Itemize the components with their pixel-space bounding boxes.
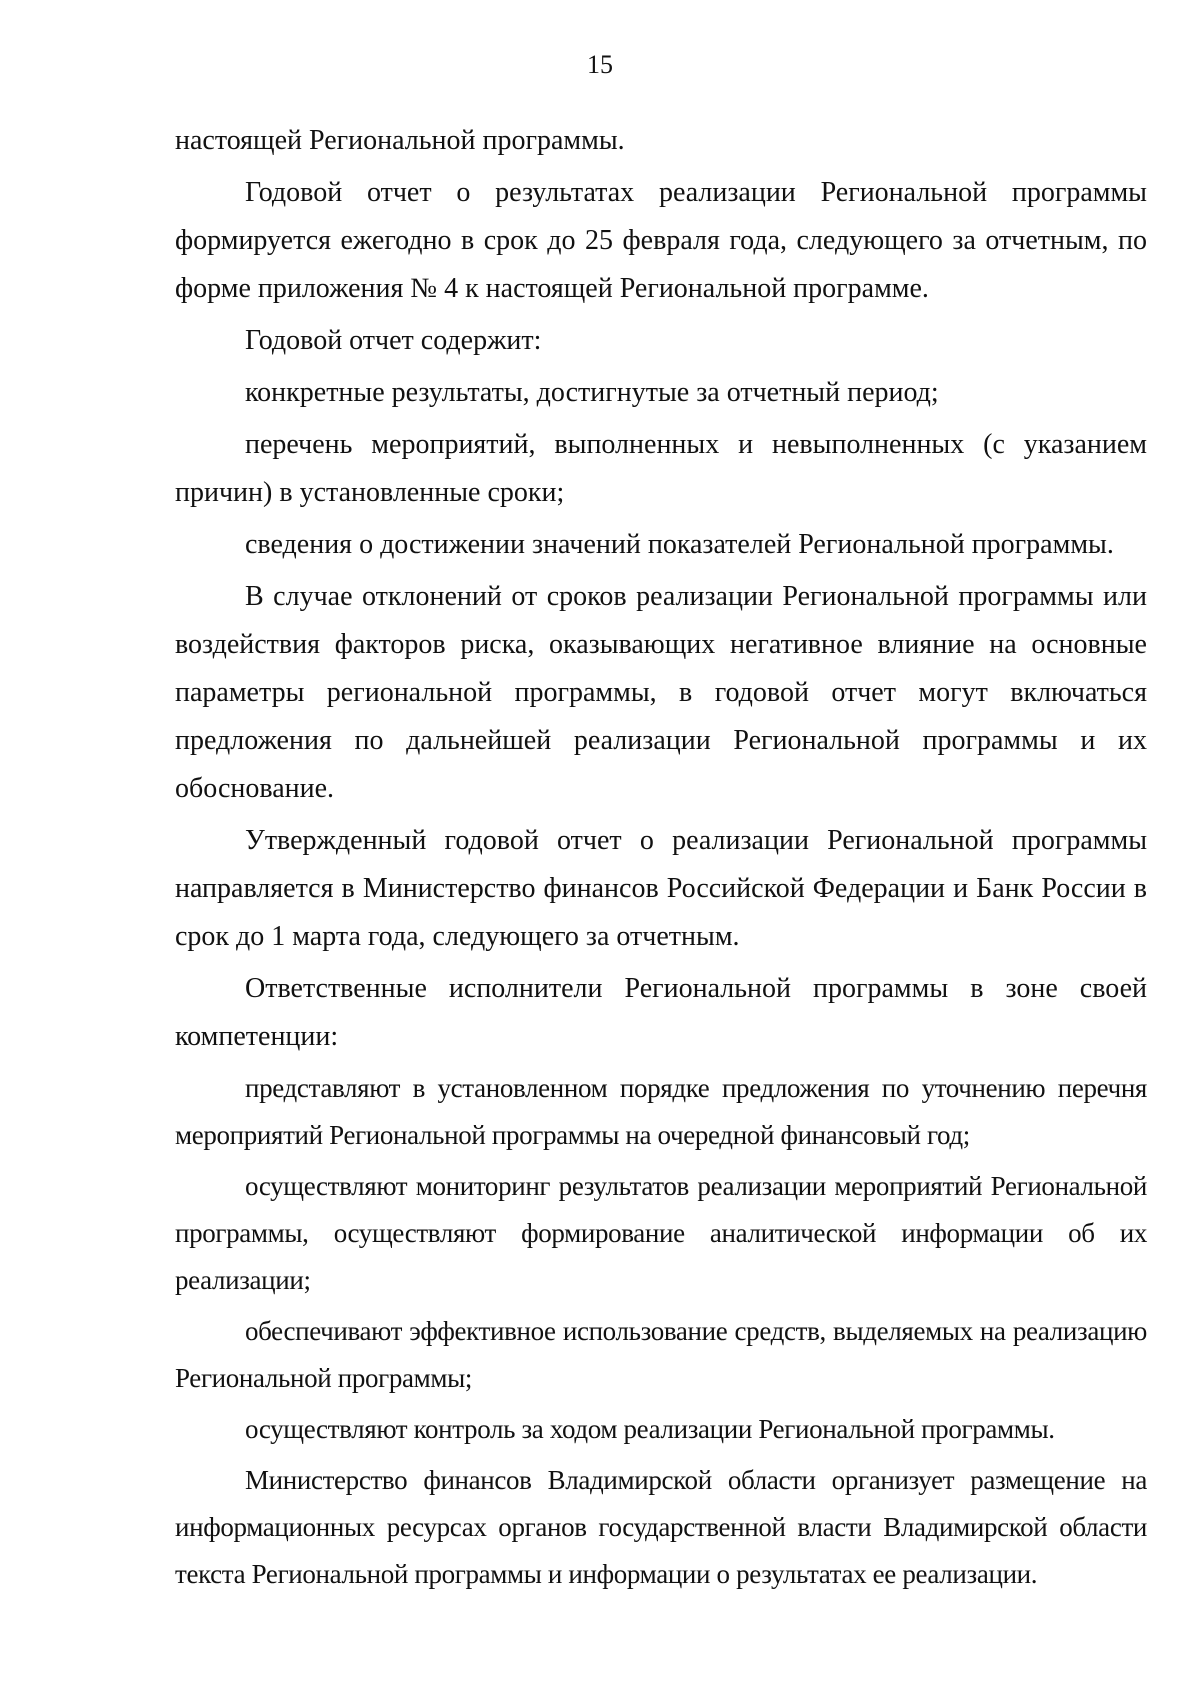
- paragraph: представляют в установленном порядке предложения по уточнению перечня мероприятий Региональной программы на очередной финансовый год;: [175, 1073, 1147, 1150]
- paragraph: В случае отклонений от сроков реализации Региональной программы или воздействия факторов риска, оказывающих негативное влияние на основные параметры региональной программы, в годовой отчет могут включаться предложения по дальнейшей реализации Региональной программы и их обоснование.: [175, 581, 1147, 804]
- responsibilities-list: [175, 1065, 1147, 1598]
- paragraph: сведения о достижении значений показателей Региональной программы.: [245, 529, 1114, 560]
- page-number: 15: [587, 50, 613, 79]
- paragraph: Министерство финансов Владимирской области организует размещение на информационных ресурсах органов государственной власти Владимирской области текста Региональной программы и информации о результатах ее реализации.: [175, 1465, 1147, 1589]
- paragraph: осуществляют контроль за ходом реализации Региональной программы.: [245, 1414, 1055, 1444]
- paragraph: Годовой отчет о результатах реализации Региональной программы формируется ежегодно в срок до 25 февраля года, следующего за отчетным, по форме приложения № 4 к настоящей Региональной программе.: [175, 177, 1147, 304]
- paragraph: обеспечивают эффективное использование средств, выделяемых на реализацию Региональной программы;: [175, 1316, 1147, 1393]
- paragraph: Утвержденный годовой отчет о реализации Региональной программы направляется в Министерство финансов Российской Федерации и Банк России в срок до 1 марта года, следующего за отчетным.: [175, 825, 1147, 952]
- document-body: [175, 117, 1147, 1602]
- paragraph: Годовой отчет содержит:: [245, 325, 542, 356]
- paragraph: Ответственные исполнители Региональной программы в зоне своей компетенции:: [175, 973, 1147, 1052]
- paragraph: перечень мероприятий, выполненных и невыполненных (с указанием причин) в установленные сроки;: [175, 429, 1147, 508]
- paragraph: осуществляют мониторинг результатов реализации мероприятий Региональной программы, осуществляют формирование аналитической информации об их реализации;: [175, 1171, 1147, 1295]
- paragraph: конкретные результаты, достигнутые за отчетный период;: [245, 377, 939, 408]
- paragraph: настоящей Региональной программы.: [175, 125, 625, 156]
